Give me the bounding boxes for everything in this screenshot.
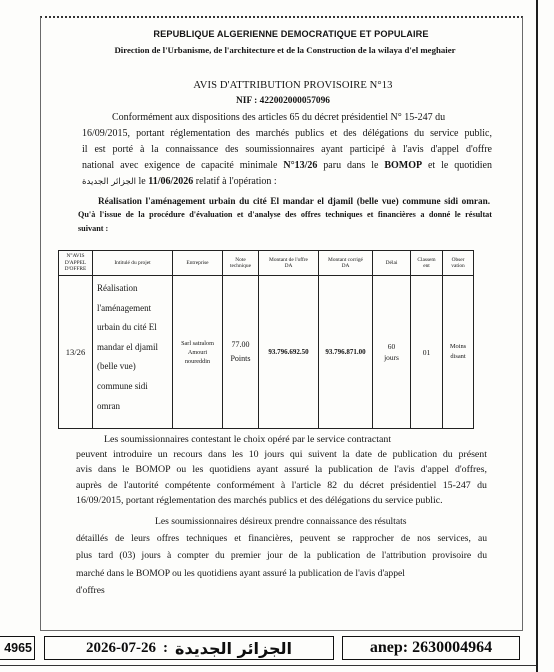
col-header-company (173, 251, 223, 276)
intro-line-2: 16/09/2015, portant réglementation des marchés publics et des délégations du service public, (82, 127, 492, 139)
observation-text: Moins (449, 343, 467, 350)
cell-corrected-amount: 93.796.871.00 (319, 276, 373, 429)
col-header-corrected-amount (319, 251, 373, 276)
recourse-line-1: Les soumissionnaires contestant le choix opéré par le service contractant (104, 434, 392, 445)
project-text: urbain du cité El (97, 322, 157, 333)
project-text: (belle vue) (97, 361, 136, 372)
header-text: Entreprise (186, 259, 209, 266)
direction-heading: Direction de l'Urbanisme, de l'architecture et de la Construction de la wilaya d'el meghaier (114, 45, 456, 55)
footer-date: 2026-07-26 (86, 639, 157, 656)
cell-project (93, 276, 173, 429)
header-text: D'APPEL (64, 259, 87, 266)
intro-text: le (136, 175, 149, 187)
intro-line-1: Conformément aux dispositions des articles 65 du décret présidentiel N° 15-247 du (112, 112, 446, 123)
bomop-name: BOMOP (384, 159, 423, 171)
intro-line-5 (82, 174, 492, 190)
col-header-project (93, 251, 173, 276)
col-header-offer-amount (259, 251, 319, 276)
cell-offer-amount: 93.796.692.50 (259, 276, 319, 429)
header-text: Classem (417, 256, 436, 263)
project-text: l'aménagement (97, 302, 152, 313)
nif-value: 422002000057096 (259, 96, 330, 106)
consultation-line-4: marché dans le BOMOP ou les quotidiens ayant assuré la publication de l'avis d'appel (76, 567, 405, 579)
republic-heading: REPUBLIQUE ALGERIENNE DEMOCRATIQUE ET POPULAIRE (153, 29, 429, 39)
previous-ad-reference (0, 636, 35, 660)
table-header-row (59, 251, 474, 276)
score-unit: Points (230, 354, 251, 363)
header-text: Obser (451, 256, 465, 263)
tender-reference: N°13/26 (283, 159, 318, 171)
delay-unit: jours (384, 353, 399, 362)
project-text: Réalisation (97, 283, 138, 293)
column-rule (536, 0, 538, 672)
newspaper-name: الجزائر الجديدة (82, 176, 137, 187)
intro-text: paru dans le (317, 159, 385, 171)
col-header-avis (59, 251, 93, 276)
result-intro-line-1: Qu'à l'issue de la procédure d'évaluation et d'analyse des offres techniques et financières a donné le résultat (78, 210, 492, 219)
consultation-line-5: d'offres (76, 584, 105, 596)
intro-line-4 (82, 158, 492, 174)
result-intro-line-2: suivant : (78, 224, 109, 233)
anep-reference-box (342, 636, 520, 660)
header-text: Note (235, 256, 246, 263)
nif-line (140, 96, 426, 106)
cell-company (173, 276, 223, 429)
operation-title: Réalisation l'aménagement urbain du cité El mandar el djamil (belle vue) commune sidi omran. (98, 196, 490, 206)
header-text: Intitulé du projet (114, 259, 151, 266)
header-text: DA (341, 263, 350, 269)
delay-value: 60 (387, 342, 396, 351)
nif-label: NIF : (236, 96, 258, 106)
col-header-technical-score (223, 251, 259, 276)
recourse-line-3: avis dans le BOMOP ou les quotidiens ayant assuré la publication de l'avis d'appel d'offres, (76, 464, 487, 476)
col-header-ranking (411, 251, 443, 276)
notice-title: AVIS D'ATTRIBUTION PROVISOIRE N°13 (193, 80, 393, 91)
bottom-rule (0, 665, 536, 666)
intro-paragraph (82, 110, 492, 189)
intro-text: national avec exigence de capacité minimale (82, 159, 284, 171)
footer-newspaper-name: الجزائر الجديدة (175, 638, 292, 658)
recourse-paragraph (76, 432, 487, 508)
publication-date: 11/06/2026 (148, 175, 194, 187)
recourse-line-4: auprès de l'autorité compétente conformément à l'article 82 du décret présidentiel 15-247 du (76, 479, 487, 491)
consultation-line-1: Les soumissionnaires désireux prendre connaissance des résultats (155, 516, 407, 527)
cell-technical-score (223, 276, 259, 429)
results-table (58, 250, 474, 429)
cell-avis: 13/26 (59, 276, 93, 429)
recourse-line-5: 16/09/2015, portant réglementation des marchés publics et des délégations du service public. (76, 494, 443, 506)
header-text: Montant de l'offre (269, 256, 308, 263)
cell-delay (373, 276, 411, 429)
cell-ranking: 01 (411, 276, 443, 429)
observation-text: disant (450, 353, 466, 360)
intro-line-3: il est porté à la connaissance des soumissionnaires ayant participé à l'avis d'appel d'offre (82, 143, 492, 155)
footer-separator: : (163, 639, 169, 656)
result-intro (78, 208, 492, 236)
project-text: mandar el djamil (97, 341, 158, 352)
company-text: Amouri (187, 348, 208, 356)
table-row (59, 276, 474, 429)
header-text: Montant corrigé (328, 256, 363, 263)
score-value: 77.00 (231, 340, 250, 349)
project-text: omran (97, 400, 120, 411)
header-text: technique (230, 263, 251, 269)
project-text: commune sidi (97, 380, 148, 391)
company-text: Sarl satralom (181, 339, 214, 347)
header-text: DA (284, 263, 293, 269)
header-text: Délai (385, 259, 398, 266)
col-header-observation (443, 251, 474, 276)
header-text: D'OFFRE (64, 266, 87, 273)
anep-reference: anep: 2630004964 (369, 639, 493, 656)
company-text: noureddin (184, 357, 211, 365)
header-text: N°AVIS (66, 253, 85, 260)
previous-ad-number: 4965 (4, 641, 32, 655)
consultation-line-2: détaillés de leurs offres techniques et financières, peuvent se rapprocher de nos services, au (76, 533, 487, 545)
recourse-line-2: peuvent introduire un recours dans les 10 jours qui suivent la date de publication du présent (76, 449, 487, 461)
cell-observation (443, 276, 474, 429)
consultation-paragraph (76, 513, 487, 599)
col-header-delay (373, 251, 411, 276)
intro-text: et le quotidien (422, 159, 492, 171)
header-text: ent (423, 263, 430, 269)
newspaper-date-box (44, 636, 334, 660)
header-text: vation (451, 263, 465, 269)
consultation-line-3: plus tard (03) jours à compter du premier jour de la publication de l'attribution provisoire du (76, 550, 487, 562)
intro-text: relatif à l'opération : (193, 175, 277, 187)
